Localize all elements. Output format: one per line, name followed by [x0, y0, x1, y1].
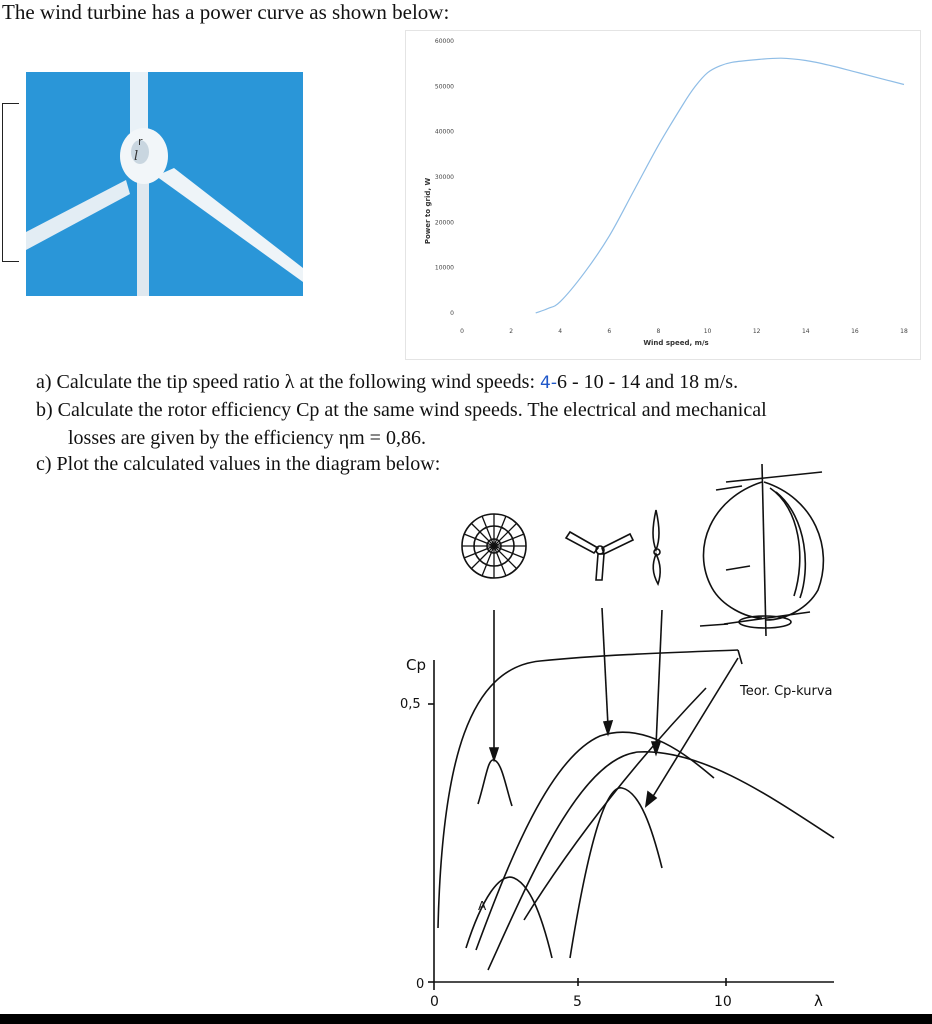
turbine-photo [26, 72, 303, 296]
question-a-handwritten: 4- [540, 373, 557, 393]
cp-axis-label: Cp [406, 656, 426, 674]
y-tick-label: 60000 [434, 38, 454, 45]
x-tick-label: 10 [703, 328, 712, 335]
y-tick-label: 10000 [434, 264, 454, 272]
power-curve-plot [406, 31, 920, 359]
x-tick-label: 18 [900, 328, 908, 335]
hub-mark: l [134, 149, 139, 164]
power-curve-chart [405, 30, 921, 360]
theory-cp-label: Teor. Cp-kurva [740, 684, 833, 699]
power-curve-line [536, 58, 904, 313]
tower [137, 167, 149, 296]
darrieus-cp-curve [570, 788, 662, 958]
x-tick-label: 16 [851, 328, 859, 335]
bottom-bar [0, 1014, 932, 1024]
multiblade-cp-curve [478, 760, 512, 806]
y-tick-label: 20000 [434, 219, 454, 227]
power-chart-ylabel: Power to grid, W [424, 177, 432, 245]
problem-heading: The wind turbine has a power curve as shown below: [2, 0, 450, 24]
x-tick-label: 8 [656, 328, 661, 335]
darrieus-rotor-icon [700, 464, 823, 636]
y-tick-label: 40000 [434, 128, 454, 136]
question-a-suffix: 6 - 10 - 14 and 18 m/s. [556, 371, 739, 393]
turbine-illustration [26, 72, 303, 296]
y-tick-label: 50000 [434, 83, 454, 91]
question-b-line2: losses are given by the efficiency ηm = 0,86. [68, 427, 426, 449]
cp-tick-0: 0 [416, 977, 425, 992]
three-blade-rotor-icon [566, 532, 633, 580]
x-tick-label: 14 [801, 328, 810, 335]
cp-tick-0-5: 0,5 [400, 697, 421, 712]
question-a-prefix: a) Calculate the tip speed ratio λ at the following wind speeds: [36, 371, 536, 393]
two-blade-rotor-icon [653, 510, 660, 584]
x-tick-label: 2 [509, 328, 514, 335]
question-b-line1: b) Calculate the rotor efficiency Cp at the same wind speeds. The electrical and mechanical [36, 399, 767, 421]
margin-bracket [2, 103, 19, 262]
x-tick-label: 0 [460, 328, 464, 335]
hub-mark-top: r [138, 135, 143, 148]
power-chart-xlabel: Wind speed, m/s [643, 339, 709, 347]
darrieus-lower-line [524, 688, 706, 920]
question-a [36, 371, 738, 394]
x-tick-label: 6 [607, 328, 612, 335]
lambda-axis-label: λ [814, 992, 823, 1010]
lambda-tick-10: 10 [714, 994, 732, 1010]
lambda-tick-0: 0 [430, 994, 439, 1010]
lambda-tick-5: 5 [573, 994, 582, 1010]
multiblade-rotor-icon [462, 514, 526, 578]
curve-a-label: A [478, 899, 487, 913]
cp-lambda-diagram [390, 458, 850, 1014]
curve-a [466, 877, 552, 958]
question-c: c) Plot the calculated values in the diagram below: [36, 453, 441, 475]
x-tick-label: 12 [752, 328, 761, 335]
y-tick-label: 30000 [434, 174, 454, 181]
y-tick-label: 0 [450, 310, 454, 317]
x-tick-label: 4 [558, 328, 563, 335]
